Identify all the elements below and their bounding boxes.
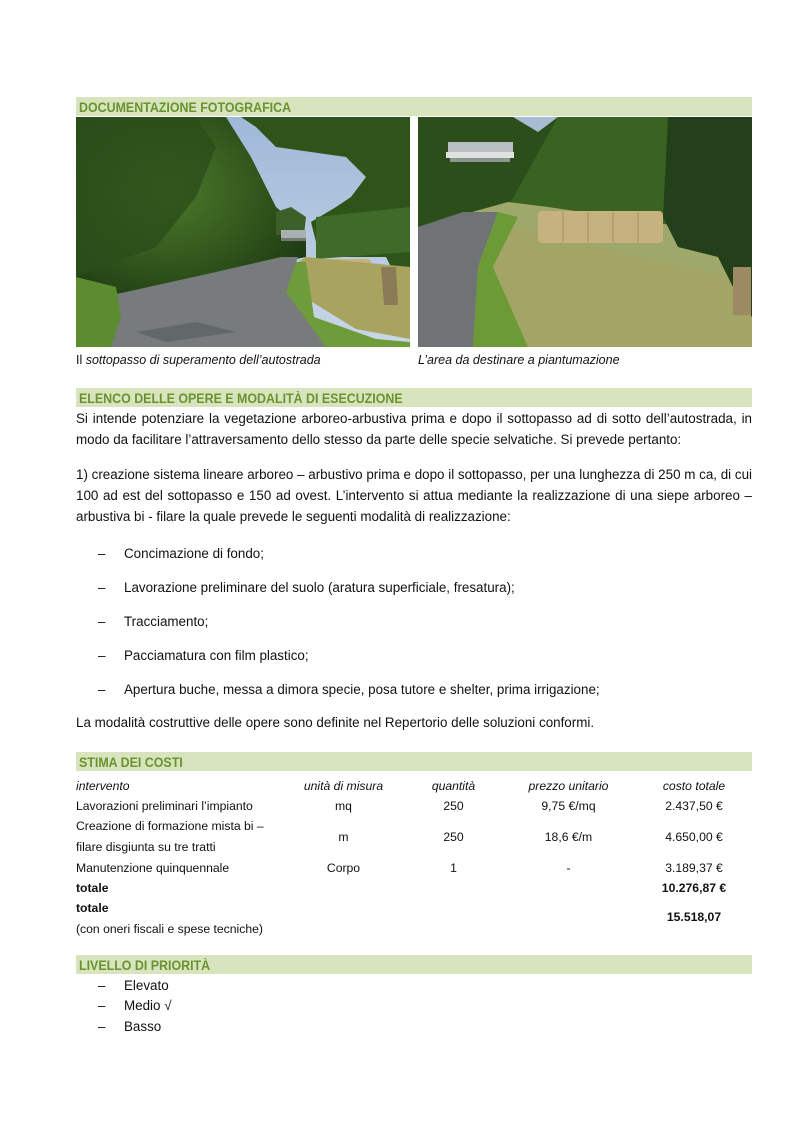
planting-area-photo xyxy=(418,117,752,347)
photo-caption-underpass: Il sottopasso di superamento dell’autostrada xyxy=(76,353,321,367)
table-row: Creazione di formazione mista bi – filare disgiunta su tre tratti m 250 18,6 €/m 4.650,00 € xyxy=(76,819,723,854)
table-row: Manutenzione quinquennale Corpo 1 - 3.189,37 € xyxy=(76,861,723,875)
section-header-photo-documentation xyxy=(76,97,752,116)
dash-bullet-icon: – xyxy=(98,682,106,697)
column-header-total-cost: costo totale xyxy=(662,779,726,793)
grand-total-row: totale (con oneri fiscali e spese tecniche) 15.518,07 xyxy=(76,898,752,940)
works-item-1-paragraph: 1) creazione sistema lineare arboreo – arbustivo prima e dopo il sottopasso, per una lunghezza di 250 m ca, di cui 100 ad est del sottopasso e 150 ad ovest. L’intervento si attua mediante la realizzazione di una siepe arboreo – arbustiva bi - filare la quale prevede le seguenti modalità di realizzazione: xyxy=(76,467,752,524)
dash-bullet-icon: – xyxy=(98,546,106,561)
column-header-unit-price: prezzo unitario xyxy=(528,779,609,793)
table-header-row xyxy=(76,776,752,796)
check-mark-icon: √ xyxy=(164,998,172,1013)
cost-estimate-table xyxy=(76,776,752,940)
section-title: ELENCO DELLE OPERE E MODALITÀ DI ESECUZIONE xyxy=(79,391,403,406)
dash-bullet-icon: – xyxy=(98,978,106,993)
dash-bullet-icon: – xyxy=(98,998,106,1013)
section-header-cost-estimate xyxy=(76,752,752,771)
column-header-intervento: intervento xyxy=(76,779,130,793)
dash-bullet-icon: – xyxy=(98,1019,106,1034)
column-header-quantity: quantità xyxy=(431,779,476,793)
dash-bullet-icon: – xyxy=(98,648,106,663)
road-to-underpass-photo xyxy=(76,117,410,347)
section-title: STIMA DEI COSTI xyxy=(79,755,183,770)
total-value: 10.276,87 € xyxy=(661,881,727,895)
section-title: DOCUMENTAZIONE FOTOGRAFICA xyxy=(79,100,292,115)
photo-caption-planting-area: L’area da destinare a piantumazione xyxy=(418,353,620,367)
works-closing-paragraph: La modalità costruttive delle opere sono definite nel Repertorio delle soluzioni conformi. xyxy=(76,715,595,730)
section-header-works-list xyxy=(76,388,752,407)
works-intro-paragraph: Si intende potenziare la vegetazione arboreo-arbustiva prima e dopo il sottopasso ad di sotto dell’autostrada, in modo da facilitare l’attraversamento dello stesso da parte delle specie selvatiche. Si prevede pertanto: xyxy=(76,411,752,447)
section-header-priority-level xyxy=(76,955,752,974)
section-title: LIVELLO DI PRIORITÀ xyxy=(79,958,211,973)
grand-total-value: 15.518,07 xyxy=(666,910,722,924)
dash-bullet-icon: – xyxy=(98,614,106,629)
table-row: Lavorazioni preliminari l’impianto mq 250 9,75 €/mq 2.437,50 € xyxy=(76,799,723,813)
column-header-unit: unità di misura xyxy=(303,779,384,793)
dash-bullet-icon: – xyxy=(98,580,106,595)
total-row: totale 10.276,87 € xyxy=(76,878,752,898)
